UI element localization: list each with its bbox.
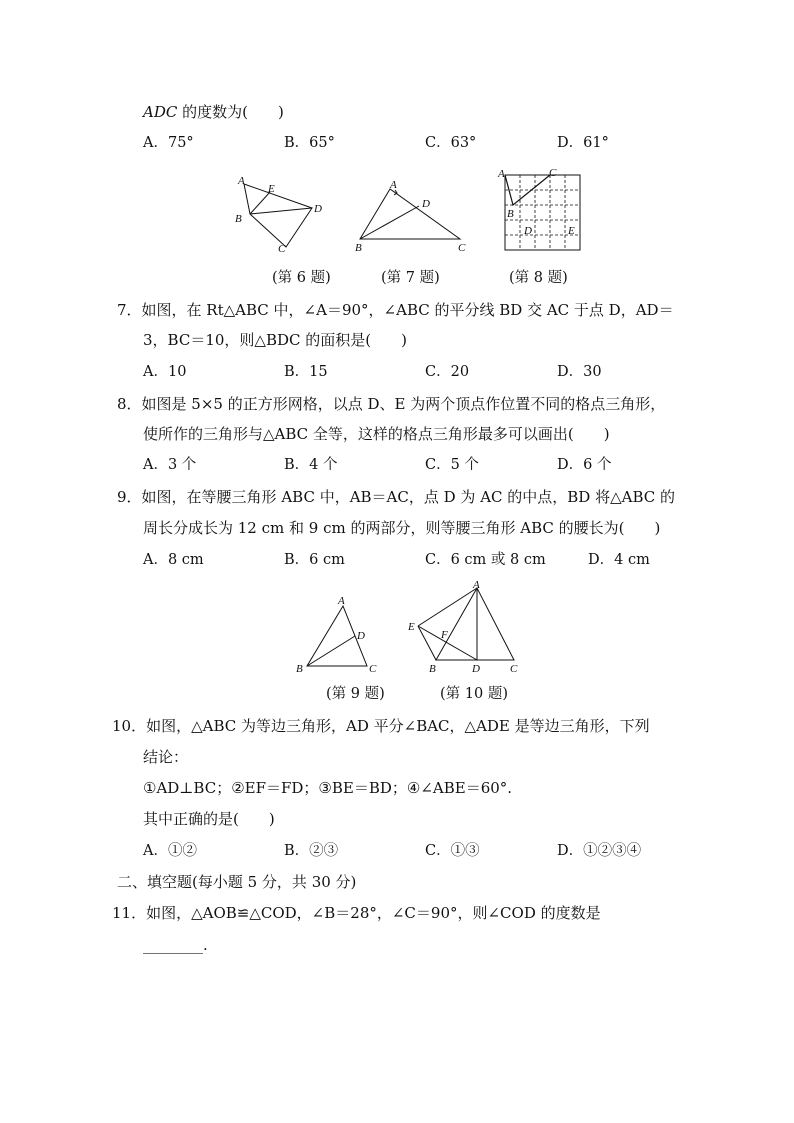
q7-option-d: D．30 bbox=[557, 364, 602, 380]
f6-label-d: D bbox=[314, 203, 322, 215]
q10-option-d: D．①②③④ bbox=[557, 843, 642, 859]
figure-q9 bbox=[293, 592, 383, 678]
q7-option-a: A．10 bbox=[143, 364, 187, 380]
section-2-heading: 二、填空题(每小题 5 分，共 30 分) bbox=[117, 873, 357, 891]
f9-label-b: B bbox=[296, 663, 303, 675]
q7-option-c: C．20 bbox=[425, 364, 470, 380]
figure-q10 bbox=[404, 578, 532, 678]
q10-option-b: B．②③ bbox=[284, 843, 339, 859]
q10-line2: 结论： bbox=[143, 748, 189, 766]
f7-label-c: C bbox=[458, 242, 466, 254]
q10-line1: 10．如图，△ABC 为等边三角形，AD 平分∠BAC，△ADE 是等边三角形，下列 bbox=[112, 717, 650, 735]
q6-tail: ADC 的度数为( ) bbox=[143, 103, 284, 121]
f7-label-a: A bbox=[390, 179, 397, 191]
q8-option-c: C．5 个 bbox=[425, 457, 479, 473]
q7-option-b: B．15 bbox=[284, 364, 328, 380]
f6-label-e: E bbox=[268, 183, 275, 195]
q9-option-b: B．6 cm bbox=[284, 552, 345, 568]
q10-option-c: C．①③ bbox=[425, 843, 480, 859]
caption-q9: (第 9 题) bbox=[326, 686, 385, 702]
q9-option-d: D．4 cm bbox=[588, 552, 650, 568]
f10-label-f: F bbox=[441, 629, 448, 641]
q10-option-a: A．①② bbox=[143, 843, 197, 859]
f10-label-d: D bbox=[472, 663, 480, 675]
q6-option-d: D．61° bbox=[557, 135, 609, 151]
f8-label-e: E bbox=[568, 225, 575, 237]
caption-q7: (第 7 题) bbox=[381, 270, 440, 286]
figure-q8 bbox=[497, 165, 587, 255]
q8-line1: 8．如图是 5×5 的正方形网格，以点 D、E 为两个顶点作位置不同的格点三角形， bbox=[117, 395, 666, 413]
f10-label-e: E bbox=[408, 621, 415, 633]
q6-option-a: A．75° bbox=[143, 135, 194, 151]
q7-line2: 3，BC＝10，则△BDC 的面积是( ) bbox=[143, 331, 407, 349]
f6-label-a: A bbox=[238, 175, 245, 187]
figure-q7 bbox=[352, 176, 472, 256]
f10-label-a: A bbox=[473, 579, 480, 591]
f9-label-d: D bbox=[357, 630, 365, 642]
q8-option-b: B．4 个 bbox=[284, 457, 338, 473]
f8-label-c: C bbox=[549, 167, 557, 179]
q6-option-b: B．65° bbox=[284, 135, 335, 151]
q9-option-c: C．6 cm 或 8 cm bbox=[425, 552, 546, 568]
f8-label-d: D bbox=[524, 225, 532, 237]
caption-q10: (第 10 题) bbox=[440, 686, 508, 702]
q8-option-a: A．3 个 bbox=[143, 457, 197, 473]
f8-label-b: B bbox=[507, 208, 514, 220]
q6-option-c: C．63° bbox=[425, 135, 477, 151]
q8-line2: 使所作的三角形与△ABC 全等，这样的格点三角形最多可以画出( ) bbox=[143, 425, 610, 443]
f7-label-d: D bbox=[422, 198, 430, 210]
q9-line1: 9．如图，在等腰三角形 ABC 中，AB＝AC，点 D 为 AC 的中点，BD 将△ABC 的 bbox=[117, 488, 675, 506]
q11-line1: 11．如图，△AOB≌△COD，∠B＝28°，∠C＝90°，则∠COD 的度数是 bbox=[112, 904, 601, 922]
q7-line1: 7．如图，在 Rt△ABC 中，∠A＝90°，∠ABC 的平分线 BD 交 AC 于点 D，AD＝ bbox=[117, 301, 674, 319]
q11-blank: ________. bbox=[143, 936, 208, 954]
f8-label-a: A bbox=[498, 168, 505, 180]
q9-line2: 周长分成长为 12 cm 和 9 cm 的两部分，则等腰三角形 ABC 的腰长为( ) bbox=[143, 519, 661, 537]
f9-label-a: A bbox=[338, 595, 345, 607]
f9-label-c: C bbox=[369, 663, 377, 675]
f6-label-b: B bbox=[235, 213, 242, 225]
f6-label-c: C bbox=[278, 243, 286, 254]
q8-option-d: D．6 个 bbox=[557, 457, 612, 473]
caption-q6: (第 6 题) bbox=[272, 270, 331, 286]
q10-line4: 其中正确的是( ) bbox=[143, 810, 275, 828]
f7-label-b: B bbox=[355, 242, 362, 254]
q9-option-a: A．8 cm bbox=[143, 552, 204, 568]
f10-label-b: B bbox=[429, 663, 436, 675]
f10-label-c: C bbox=[510, 663, 518, 675]
caption-q8: (第 8 题) bbox=[509, 270, 568, 286]
figure-q6 bbox=[228, 172, 338, 254]
q10-line3: ①AD⊥BC；②EF＝FD；③BE＝BD；④∠ABE＝60°. bbox=[143, 779, 513, 797]
